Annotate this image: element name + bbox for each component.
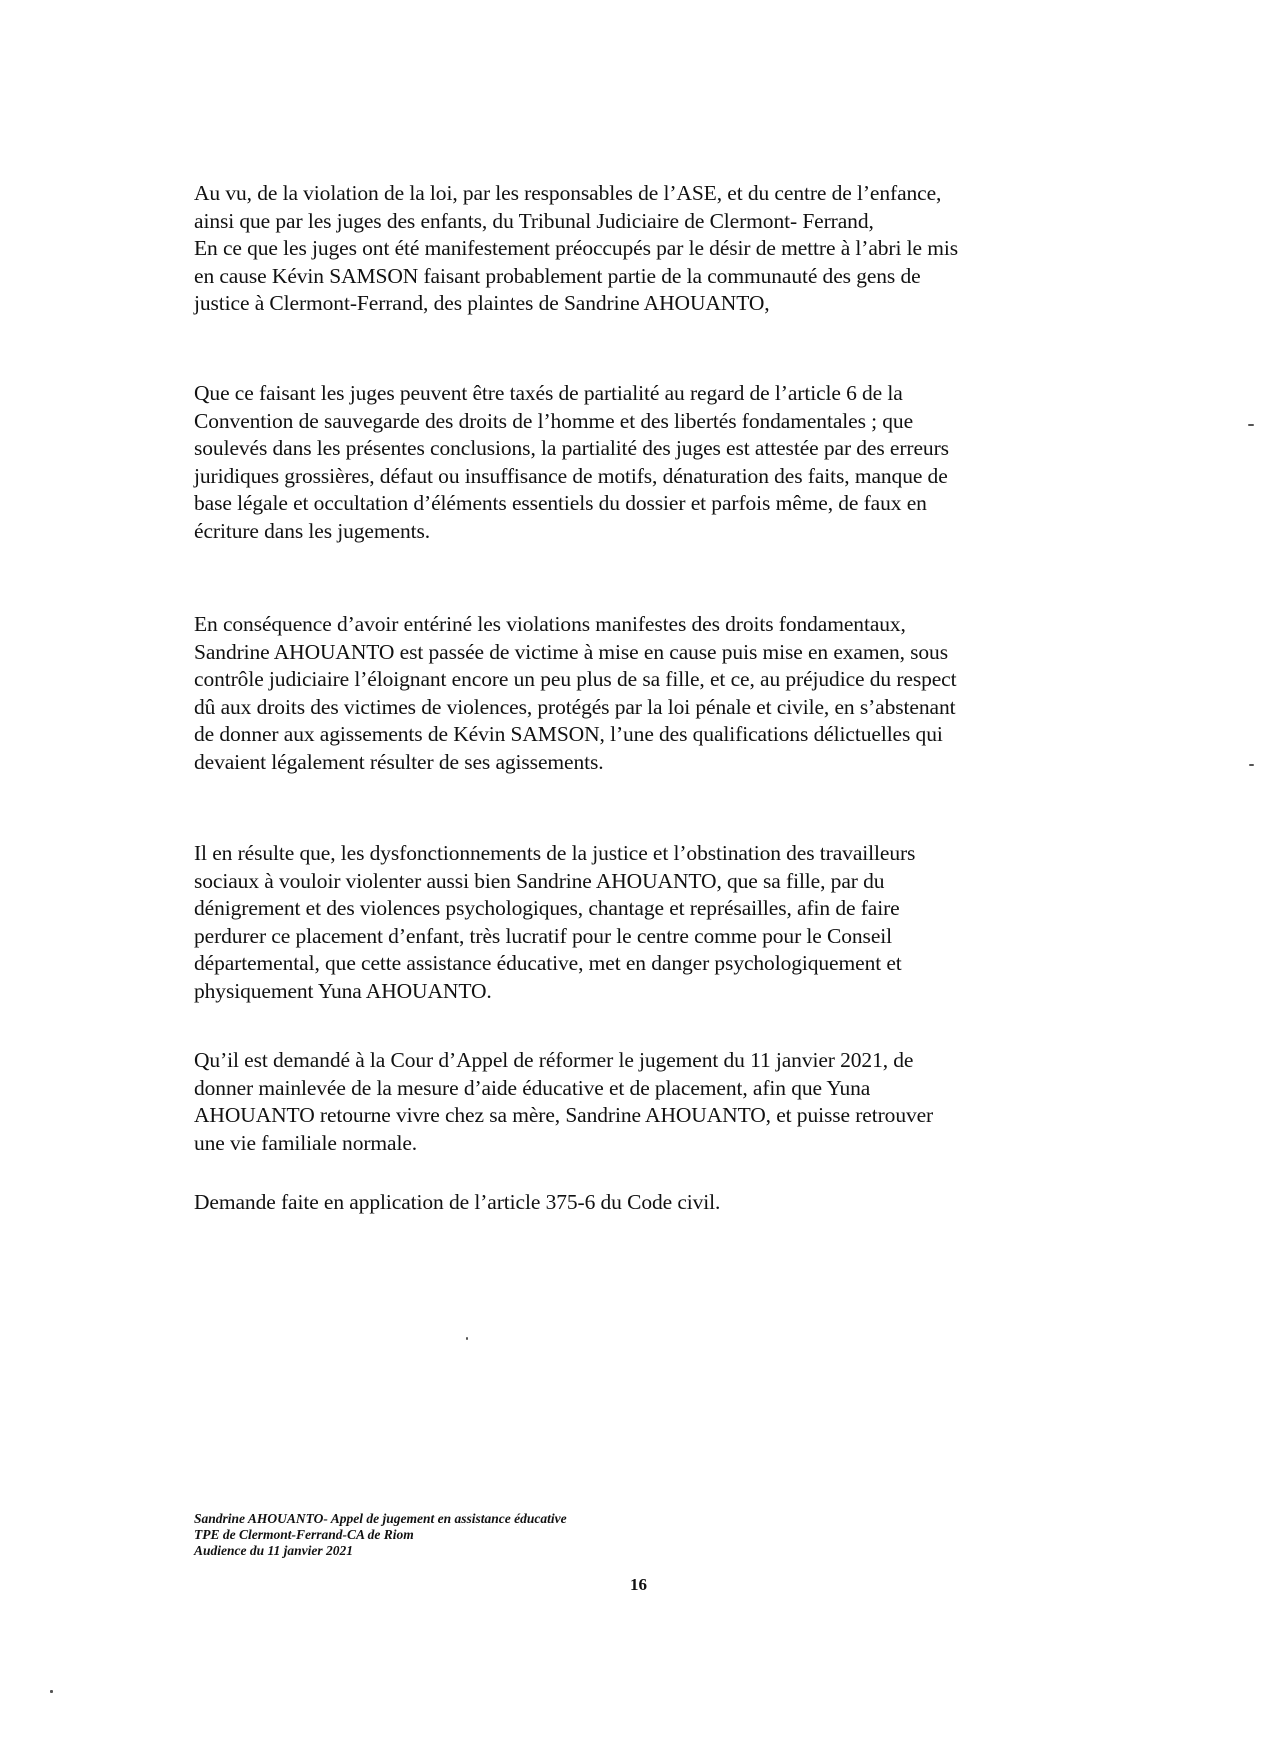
page-footer <box>194 1511 567 1559</box>
paragraph-line: physiquement Yuna AHOUANTO. <box>194 978 492 1003</box>
paragraph-line: Que ce faisant les juges peuvent être taxés de partialité au regard de l’article 6 de la <box>194 381 903 405</box>
page-number: 16 <box>630 1575 647 1594</box>
paragraph-line: En conséquence d’avoir entériné les violations manifestes des droits fondamentaux, <box>194 612 906 636</box>
paragraph-line: donner mainlevée de la mesure d’aide éducative et de placement, afin que Yuna <box>194 1075 871 1100</box>
paragraph-2 <box>194 380 1100 545</box>
paragraph-line: Au vu, de la violation de la loi, par les responsables de l’ASE, et du centre de l’enfance, <box>194 181 942 205</box>
paragraph-line: soulevés dans les présentes conclusions, la partialité des juges est attestée par des erreurs <box>194 436 949 460</box>
paragraph-6 <box>194 1189 1100 1217</box>
paragraph-line: de donner aux agissements de Kévin SAMSON, l’une des qualifications délictuelles qui <box>194 722 943 746</box>
paragraph-line: Sandrine AHOUANTO est passée de victime à mise en cause puis mise en examen, sous <box>194 639 948 664</box>
scan-speck <box>1249 764 1254 766</box>
scan-speck <box>50 1690 53 1693</box>
paragraph-4 <box>194 840 1100 1005</box>
paragraph-line: écriture dans les jugements. <box>194 518 431 543</box>
scan-speck <box>1248 424 1254 426</box>
footer-line-hearing: Audience du 11 janvier 2021 <box>194 1543 354 1558</box>
paragraph-line: une vie familiale normale. <box>194 1130 418 1155</box>
paragraph-line: juridiques grossières, défaut ou insuffisance de motifs, dénaturation des faits, manque de <box>194 463 948 488</box>
paragraph-line: Demande faite en application de l’article 375-6 du Code civil. <box>194 1190 721 1214</box>
paragraph-line: Convention de sauvegarde des droits de l’homme et des libertés fondamentales ; que <box>194 408 914 433</box>
paragraph-line: devaient légalement résulter de ses agissements. <box>194 749 604 774</box>
paragraph-line: base légale et occultation d’éléments essentiels du dossier et parfois même, de faux en <box>194 491 927 515</box>
paragraph-line: perdurer ce placement d’enfant, très lucratif pour le centre comme pour le Conseil <box>194 923 893 948</box>
paragraph-3 <box>194 611 1100 776</box>
paragraph-line: dû aux droits des victimes de violences, protégés par la loi pénale et civile, en s’abstenant <box>194 694 956 719</box>
paragraph-line: Qu’il est demandé à la Cour d’Appel de réformer le jugement du 11 janvier 2021, de <box>194 1048 914 1072</box>
paragraph-line: dénigrement et des violences psychologiques, chantage et représailles, afin de faire <box>194 896 900 920</box>
paragraph-line: contrôle judiciaire l’éloignant encore un peu plus de sa fille, et ce, au préjudice du respect <box>194 667 957 691</box>
paragraph-line: En ce que les juges ont été manifestement préoccupés par le désir de mettre à l’abri le mis <box>194 236 958 260</box>
paragraph-1 <box>194 180 1100 318</box>
paragraph-line: en cause Kévin SAMSON faisant probablement partie de la communauté des gens de <box>194 263 921 288</box>
paragraph-5 <box>194 1047 1100 1157</box>
paragraph-line: AHOUANTO retourne vivre chez sa mère, Sandrine AHOUANTO, et puisse retrouver <box>194 1103 934 1127</box>
paragraph-line: sociaux à vouloir violenter aussi bien Sandrine AHOUANTO, que sa fille, par du <box>194 868 885 893</box>
paragraph-line: ainsi que par les juges des enfants, du Tribunal Judiciaire de Clermont- Ferrand, <box>194 208 874 233</box>
paragraph-line: Il en résulte que, les dysfonctionnements de la justice et l’obstination des travailleurs <box>194 841 916 865</box>
scan-speck <box>466 1337 468 1340</box>
paragraph-line: justice à Clermont-Ferrand, des plaintes de Sandrine AHOUANTO, <box>194 291 770 315</box>
paragraph-line: départemental, que cette assistance éducative, met en danger psychologiquement et <box>194 951 902 975</box>
footer-line-court: TPE de Clermont-Ferrand-CA de Riom <box>194 1527 414 1542</box>
footer-line-case: Sandrine AHOUANTO- Appel de jugement en assistance éducative <box>194 1511 567 1526</box>
